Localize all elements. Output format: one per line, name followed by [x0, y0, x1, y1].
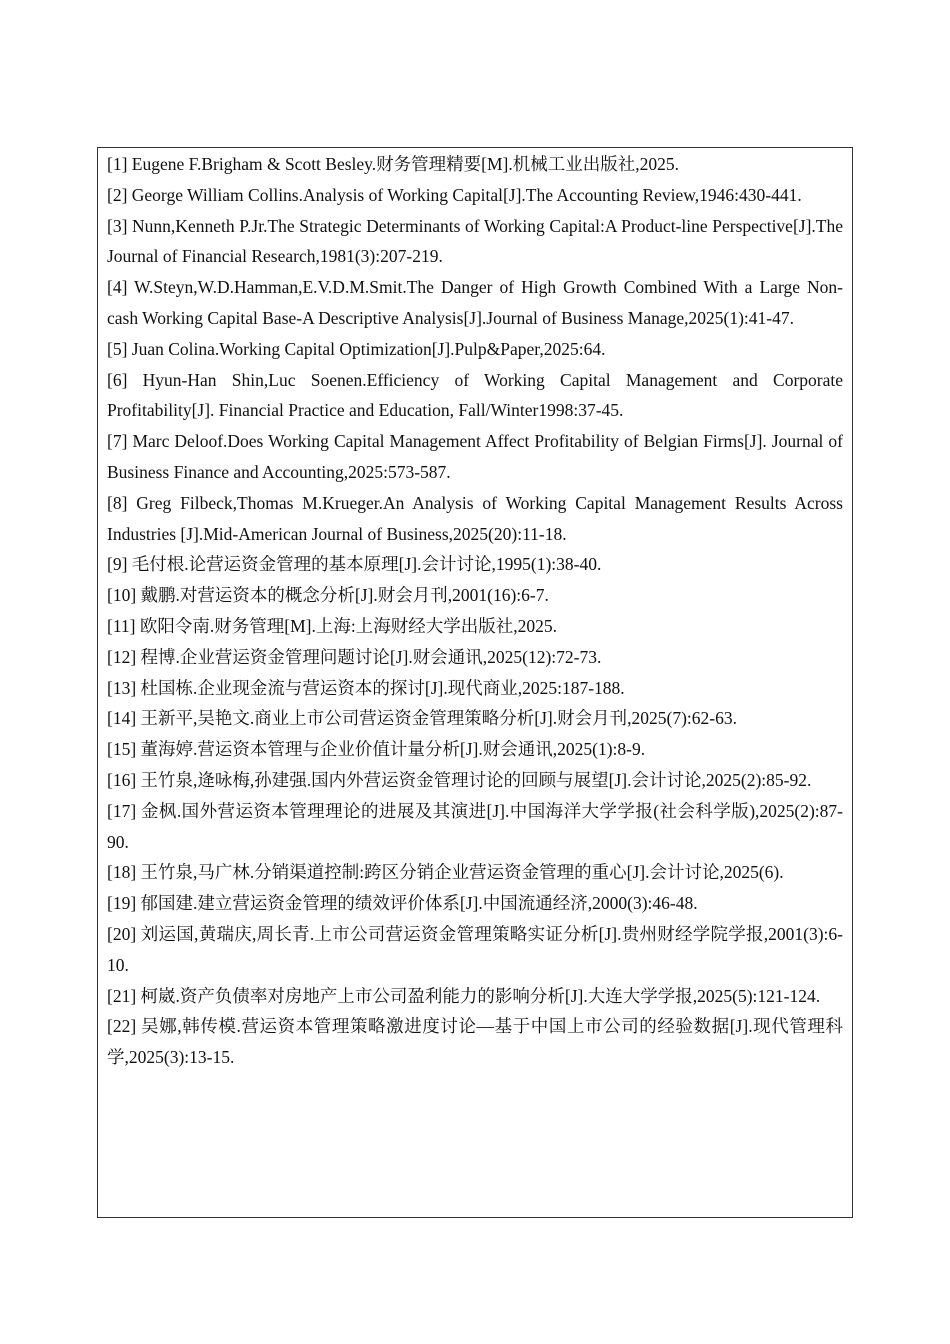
reference-item: [4] W.Steyn,W.D.Hamman,E.V.D.M.Smit.The Danger of High Growth Combined With a Large Non-cash Working Capital Base-A Descriptive Analysis[J].Journal of Business Manage,2025(1):41-47. — [107, 277, 843, 328]
reference-item: [18] 王竹泉,马广林.分销渠道控制:跨区分销企业营运资金管理的重心[J].会计讨论,2025(6). — [107, 862, 784, 883]
reference-item: [22] 吴娜,韩传模.营运资本管理策略激进度讨论—基于中国上市公司的经验数据[J].现代管理科学,2025(3):13-15. — [107, 1016, 843, 1068]
reference-list-box — [97, 147, 853, 1218]
reference-item: [3] Nunn,Kenneth P.Jr.The Strategic Determinants of Working Capital:A Product-line Perspective[J].The Journal of Financial Research,1981(3):207-219. — [107, 215, 843, 267]
reference-item: [17] 金枫.国外营运资本管理理论的进展及其演进[J].中国海洋大学学报(社会科学版),2025(2):87-90. — [107, 800, 843, 852]
reference-item: [11] 欧阳令南.财务管理[M].上海:上海财经大学出版社,2025. — [107, 615, 557, 636]
reference-item: [2] George William Collins.Analysis of Working Capital[J].The Accounting Review,1946:430-441. — [107, 184, 802, 205]
reference-item: [21] 柯崴.资产负债率对房地产上市公司盈利能力的影响分析[J].大连大学学报,2025(5):121-124. — [107, 985, 821, 1006]
reference-item: [5] Juan Colina.Working Capital Optimization[J].Pulp&Paper,2025:64. — [107, 338, 606, 359]
reference-item: [14] 王新平,吴艳文.商业上市公司营运资金管理策略分析[J].财会月刊,2025(7):62-63. — [107, 708, 737, 729]
reference-item: [10] 戴鹏.对营运资本的概念分析[J].财会月刊,2001(16):6-7. — [107, 585, 549, 606]
reference-item: [13] 杜国栋.企业现金流与营运资本的探讨[J].现代商业,2025:187-188. — [107, 677, 625, 698]
reference-list — [107, 149, 843, 1073]
reference-item: [20] 刘运国,黄瑞庆,周长青.上市公司营运资金管理策略实证分析[J].贵州财经学院学报,2001(3):6-10. — [107, 923, 843, 975]
reference-item: [1] Eugene F.Brigham & Scott Besley.财务管理精要[M].机械工业出版社,2025. — [107, 154, 679, 174]
reference-item: [6] Hyun-Han Shin,Luc Soenen.Efficiency of Working Capital Management and Corporate Profitability[J]. Financial Practice and Education, Fall/Winter1998:37-45. — [107, 369, 843, 421]
reference-item: [8] Greg Filbeck,Thomas M.Krueger.An Analysis of Working Capital Management Results Across Industries [J].Mid-American Journal of Business,2025(20):11-18. — [107, 492, 843, 544]
reference-item: [7] Marc Deloof.Does Working Capital Management Affect Profitability of Belgian Firms[J]. Journal of Business Finance and Accounting,2025:573-587. — [107, 431, 843, 482]
reference-item: [15] 董海婷.营运资本管理与企业价值计量分析[J].财会通讯,2025(1):8-9. — [107, 739, 646, 760]
reference-item: [9] 毛付根.论营运资金管理的基本原理[J].会计讨论,1995(1):38-40. — [107, 554, 602, 575]
reference-item: [19] 郁国建.建立营运资金管理的绩效评价体系[J].中国流通经济,2000(3):46-48. — [107, 893, 698, 914]
reference-item: [16] 王竹泉,逄咏梅,孙建强.国内外营运资金管理讨论的回顾与展望[J].会计讨论,2025(2):85-92. — [107, 769, 812, 790]
reference-item: [12] 程博.企业营运资金管理问题讨论[J].财会通讯,2025(12):72-73. — [107, 646, 602, 667]
